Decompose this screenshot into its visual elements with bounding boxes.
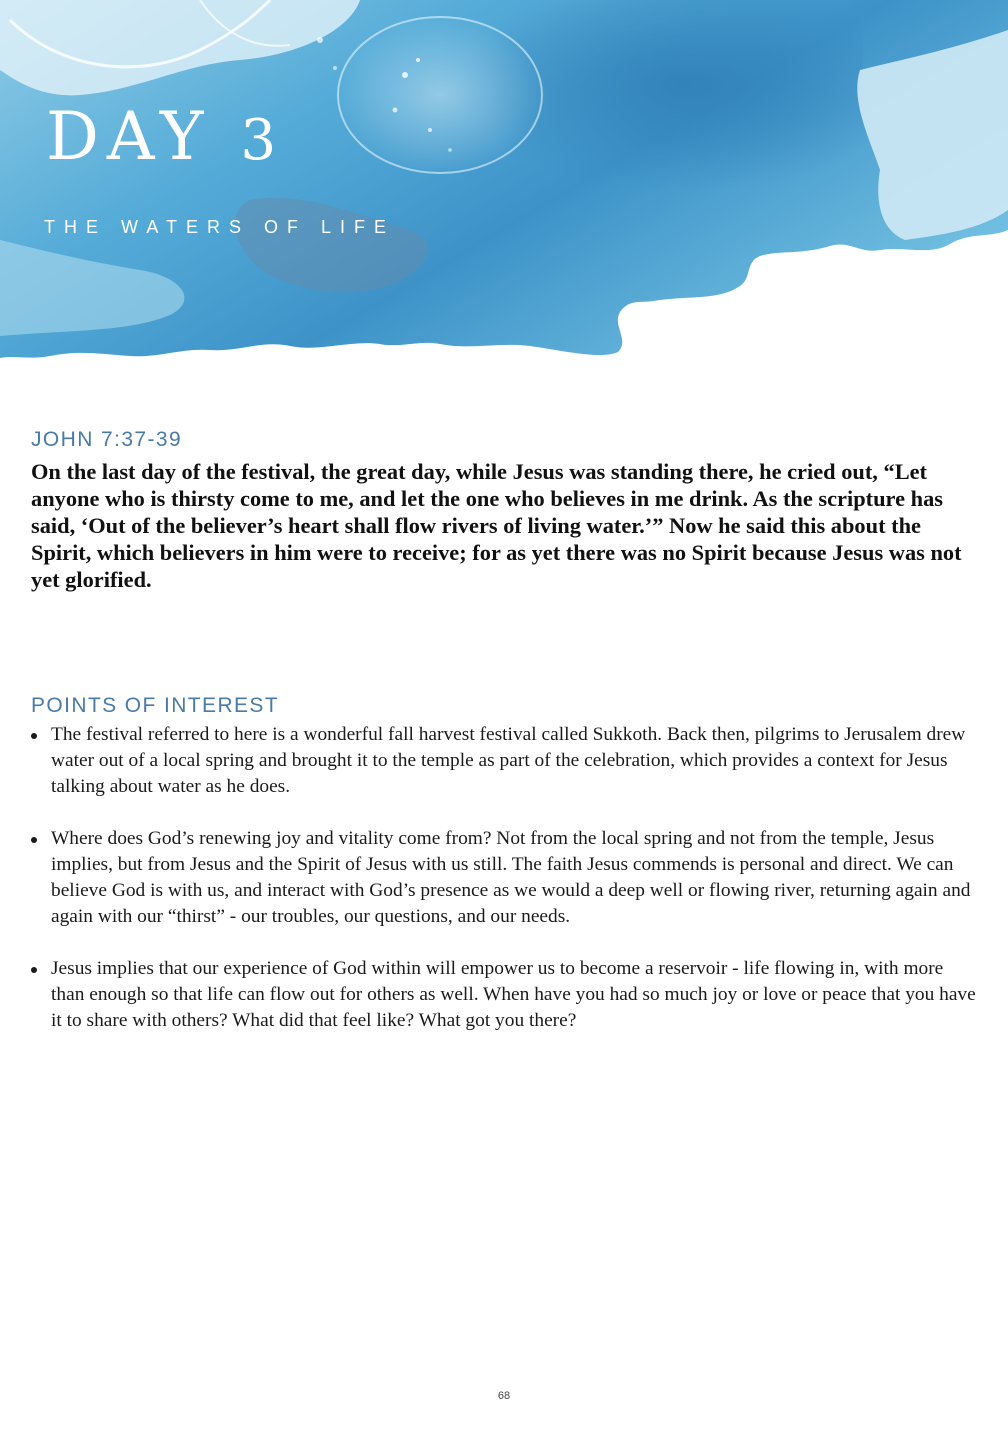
- day-number: 3: [240, 108, 277, 173]
- point-text: Where does God’s renewing joy and vitality come from? Not from the local spring and not from the temple, Jesus implies, but from Jesus and the Spirit of Jesus with us still. The faith Jesus commends is personal and direct. We can believe God is with us, and interact with God’s presence as we would a deep well or flowing river, returning again and again with our “thirst” - our troubles, our questions, and our needs.: [51, 828, 971, 927]
- bullet-icon: [31, 967, 37, 973]
- point-text: Jesus implies that our experience of God within will empower us to become a reservoir - life flowing in, with more than enough so that life can flow out for others as well. When have you had so much joy or love or peace that you have it to share with others? What did that feel like? What got you there?: [51, 958, 976, 1031]
- watercolor-background-image: [0, 0, 1008, 370]
- day-word: DAY: [46, 98, 212, 175]
- list-item: [31, 956, 976, 1034]
- bullet-icon: [31, 733, 37, 739]
- scripture-reference: JOHN 7:37-39: [31, 428, 183, 451]
- day-subtitle: THE WATERS OF LIFE: [44, 217, 396, 237]
- scripture-text: On the last day of the festival, the great day, while Jesus was standing there, he cried out, “Let anyone who is thirsty come to me, and let the one who believes in me drink. As the scripture has said, ‘Out of the believer’s heart shall flow rivers of living water.’” Now he said this about the Spirit, which believers in him were to receive; for as yet there was no Spirit because Jesus was not yet glorified.: [31, 459, 962, 592]
- watercolor-header: [0, 0, 1008, 370]
- page-number: 68: [497, 1390, 511, 1402]
- list-item: [31, 826, 976, 930]
- list-item: [31, 722, 976, 800]
- points-list: [31, 722, 976, 1060]
- points-heading: POINTS OF INTEREST: [31, 694, 280, 717]
- day-title: [46, 98, 277, 175]
- point-text: The festival referred to here is a wonderful fall harvest festival called Sukkoth. Back then, pilgrims to Jerusalem drew water out of a local spring and brought it to the temple as part of the celebration, which provides a context for Jesus talking about water as he does.: [51, 724, 966, 797]
- bullet-icon: [31, 837, 37, 843]
